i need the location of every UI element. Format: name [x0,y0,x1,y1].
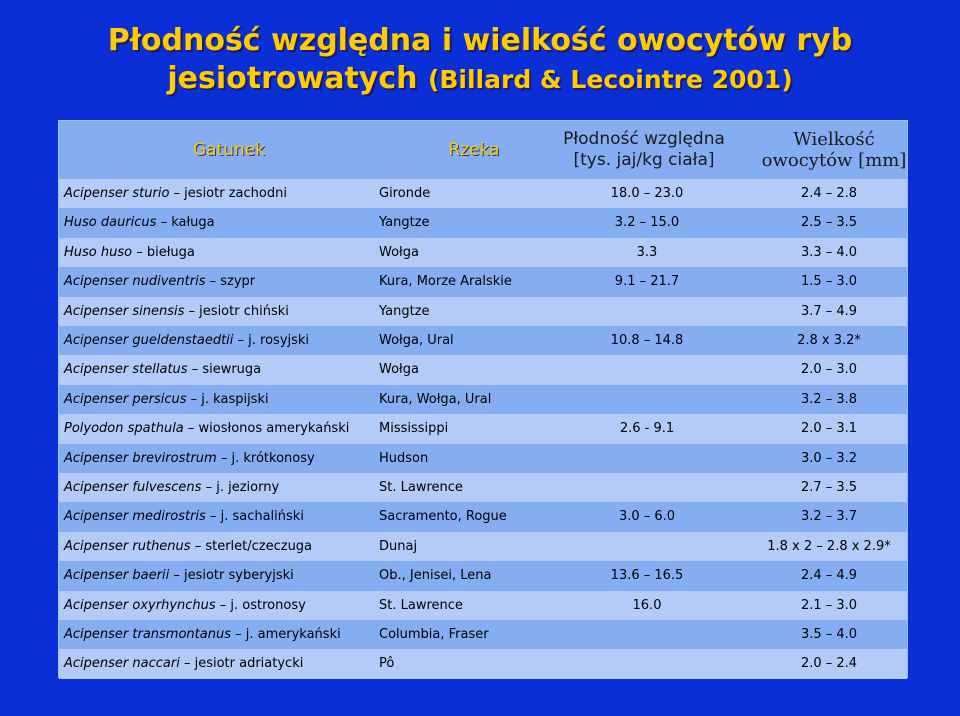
river-cell: St. Lawrence [379,480,463,495]
title-reference: (Billard & Lecointre 2001) [427,65,793,94]
species-common-name: – j. rosyjski [233,333,310,348]
egg-size-cell: 3.2 – 3.8 [800,391,858,407]
species-common-name: – jesiotr syberyjski [169,568,294,584]
header-egg-size [749,121,919,179]
species-common-name: – sterlet/czeczuga [190,538,313,554]
species-common-name: – jesiotr adriatycki [179,656,304,672]
species-common-name: – j. ostronosy [215,597,306,613]
species-cell [64,473,279,502]
species-latin-name: Acipenser persicus [64,391,187,407]
egg-size-cell: 1.5 – 3.0 [800,274,858,290]
fecundity-cell: 3.0 – 6.0 [618,509,676,525]
species-common-name: – wiosłonos amerykański [183,421,350,437]
title-line-1: Płodność względna i wielkość owocytów ryb [107,23,853,58]
table-row [59,326,907,355]
species-latin-name: Acipenser baerii [64,568,170,584]
species-latin-name: Acipenser oxyrhynchus [64,597,216,613]
table-row [59,385,907,414]
table-row [59,473,907,502]
species-latin-name: Huso dauricus [64,215,157,231]
title-line-2-main: jesiotrowatych [167,61,418,96]
fecundity-cell [537,473,757,502]
egg-size-cell: 1.8 x 2 – 2.8 x 2.9* [767,538,891,554]
table-row [59,297,907,326]
river-cell: St. Lawrence [379,597,463,613]
egg-size-cell: 3.3 – 4.0 [800,244,858,260]
river-cell: Pô [379,656,395,672]
species-cell [64,267,255,296]
fecundity-cell: 10.8 – 14.8 [610,333,684,348]
species-cell [64,414,349,443]
fecundity-cell: 2.6 - 9.1 [619,421,675,437]
fecundity-cell [537,620,757,649]
river-cell: Dunaj [379,538,418,554]
fecundity-cell: 3.2 – 15.0 [614,215,680,231]
species-common-name: – j. krótkonosy [216,450,315,466]
river-cell: Yangtze [379,303,430,319]
river-cell: Gironde [379,186,431,201]
river-cell: Kura, Morze Aralskie [379,274,512,290]
species-cell [64,561,294,590]
species-cell [64,444,315,473]
species-latin-name: Acipenser medirostris [64,509,206,525]
river-cell: Yangtze [379,215,430,231]
species-common-name: – jesiotr chiński [184,303,289,319]
table-row [59,532,907,561]
egg-size-cell: 3.7 – 4.9 [800,303,858,319]
table-row [59,591,907,620]
species-cell [64,326,309,355]
table-row [59,414,907,443]
species-cell [64,297,289,326]
egg-size-cell: 2.8 x 3.2* [797,333,861,348]
species-common-name: – jesiotr zachodni [169,186,287,201]
river-cell: Mississippi [379,421,449,437]
egg-size-cell: 3.5 – 4.0 [800,627,858,642]
species-cell [64,502,304,531]
species-latin-name: Acipenser sturio [64,186,170,201]
table-row [59,649,907,678]
fecundity-cell: 16.0 [632,597,662,613]
species-latin-name: Acipenser naccari [64,656,180,672]
table-row [59,238,907,267]
egg-size-cell: 2.4 – 2.8 [800,186,858,201]
header-egg-size-line1: Wielkość [793,129,875,150]
species-common-name: – j. kaspijski [186,391,269,407]
egg-size-cell: 2.0 – 3.0 [800,362,858,378]
species-common-name: – bieługa [132,244,195,260]
species-latin-name: Huso huso [64,244,133,260]
species-cell [64,532,312,561]
fecundity-cell: 9.1 – 21.7 [614,274,680,290]
fecundity-cell [537,532,757,561]
egg-size-cell: 3.2 – 3.7 [800,509,858,525]
header-species: Gatunek [192,139,266,160]
egg-size-cell: 3.0 – 3.2 [800,450,858,466]
table-row [59,208,907,237]
fecundity-cell: 18.0 – 23.0 [610,186,684,201]
fecundity-cell: 13.6 – 16.5 [610,568,684,584]
species-common-name: – kaługa [156,215,215,231]
table-row [59,444,907,473]
title-line-2 [0,60,960,99]
species-cell [64,385,269,414]
table-row [59,355,907,384]
fecundity-cell [537,297,757,326]
header-fecundity [529,121,759,179]
fecundity-cell [537,649,757,678]
species-cell [64,208,215,237]
species-latin-name: Acipenser nudiventris [64,274,206,290]
table-row [59,267,907,296]
header-river: Rzeka [448,139,500,160]
species-latin-name: Acipenser transmontanus [64,627,231,642]
table-row [59,179,907,208]
species-latin-name: Acipenser fulvescens [64,480,202,495]
fecundity-cell [537,444,757,473]
river-cell: Wołga [379,244,419,260]
species-common-name: – j. amerykański [230,627,341,642]
river-cell: Hudson [379,450,429,466]
species-common-name: – szypr [205,274,256,290]
species-common-name: – j. jeziorny [201,480,280,495]
species-latin-name: Acipenser ruthenus [64,538,191,554]
species-cell [64,179,287,208]
fecundity-cell: 3.3 [636,244,658,260]
fecundity-cell [537,385,757,414]
egg-size-cell: 2.0 – 2.4 [800,656,858,672]
species-latin-name: Acipenser sinensis [64,303,185,319]
species-latin-name: Acipenser stellatus [64,362,188,378]
egg-size-cell: 2.1 – 3.0 [800,597,858,613]
species-latin-name: Polyodon spathula [64,421,184,437]
egg-size-cell: 2.0 – 3.1 [800,421,858,437]
river-cell: Sacramento, Rogue [379,509,507,525]
header-fecundity-line1: Płodność względna [563,129,725,149]
table-row [59,561,907,590]
egg-size-cell: 2.7 – 3.5 [800,480,858,495]
egg-size-cell: 2.5 – 3.5 [800,215,858,231]
species-common-name: – j. sachaliński [205,509,304,525]
river-cell: Wołga, Ural [379,333,454,348]
header-egg-size-line2: owocytów [mm] [761,150,907,171]
egg-size-cell: 2.4 – 4.9 [800,568,858,584]
river-cell: Ob., Jenisei, Lena [379,568,492,584]
data-table [58,120,908,678]
slide-title [0,22,960,99]
river-cell: Columbia, Fraser [379,627,489,642]
species-common-name: – siewruga [187,362,262,378]
species-cell [64,238,195,267]
header-fecundity-line2: [tys. jaj/kg ciała] [573,150,715,170]
species-latin-name: Acipenser gueldenstaedtii [64,333,234,348]
species-cell [64,620,341,649]
table-row [59,620,907,649]
table-row [59,502,907,531]
species-cell [64,649,303,678]
river-cell: Wołga [379,362,419,378]
fecundity-cell [537,355,757,384]
river-cell: Kura, Wołga, Ural [379,391,492,407]
species-cell [64,591,306,620]
species-latin-name: Acipenser brevirostrum [64,450,217,466]
species-cell [64,355,261,384]
